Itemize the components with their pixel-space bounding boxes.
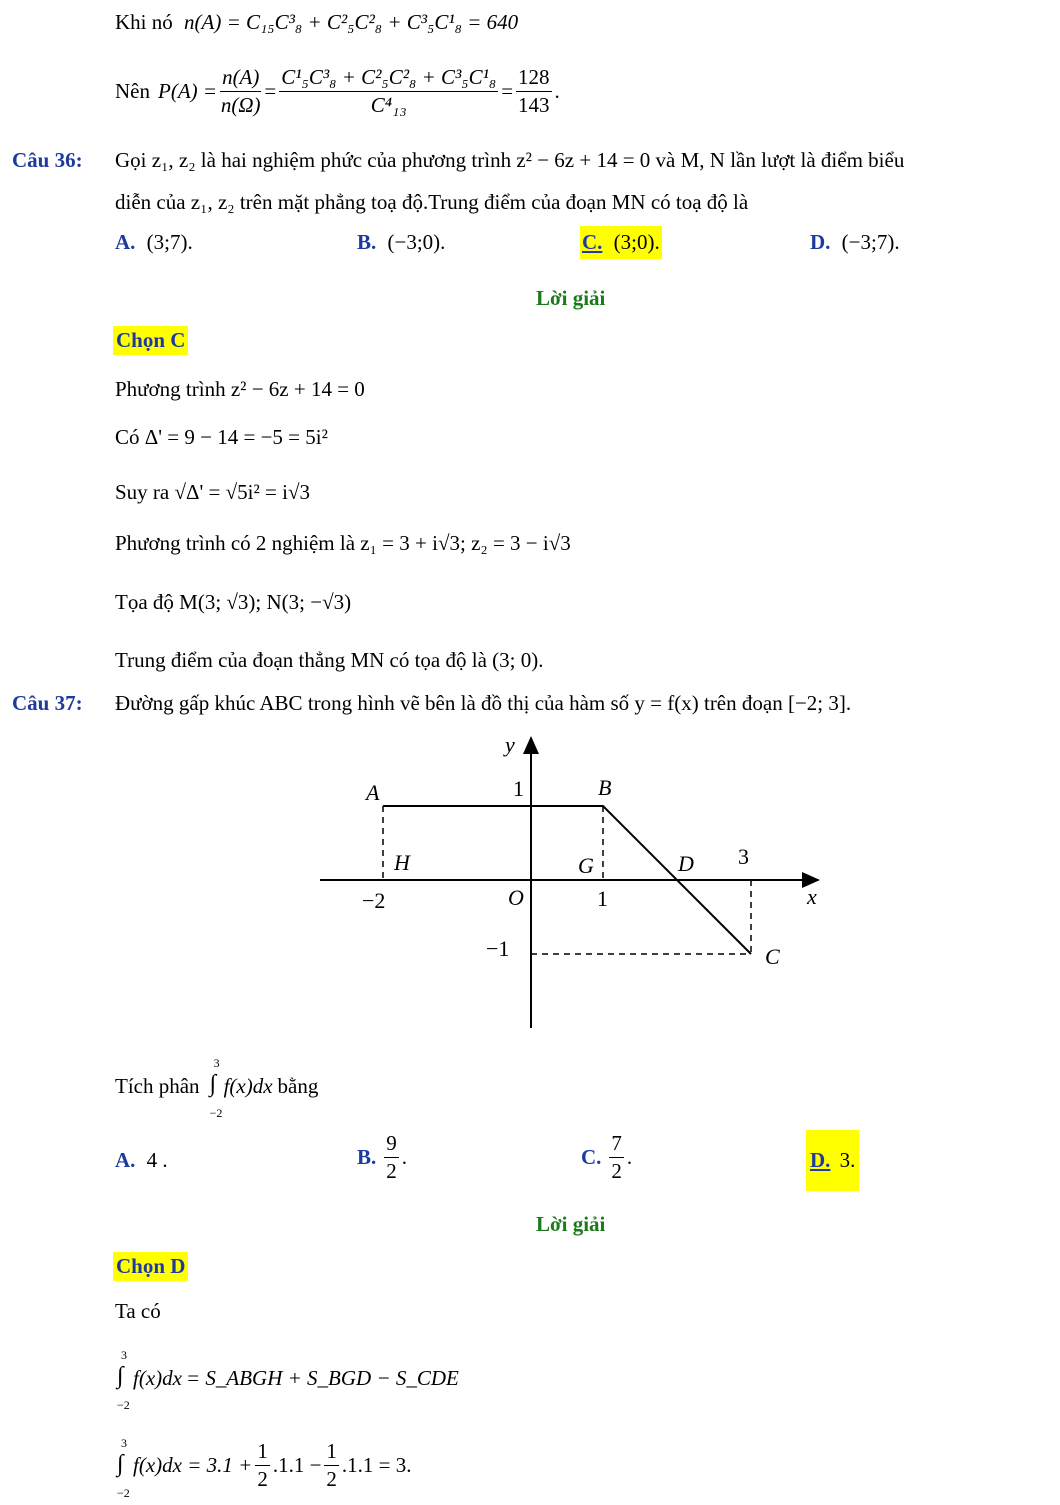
half-fraction xyxy=(324,1440,339,1491)
frac-den: 2 xyxy=(326,1467,337,1492)
q36-option-b xyxy=(357,230,445,255)
point-d-label: D xyxy=(678,851,694,876)
frac-num: 9 xyxy=(384,1132,399,1158)
frac-num: C¹₅C³₈ + C²₅C²₈ + C³₅C¹₈ xyxy=(279,66,498,92)
q36-step-4: Phương trình có 2 nghiệm là z₁ = 3 + i√3; z₂ = 3 − i√3 xyxy=(115,531,571,555)
frac-num: 1 xyxy=(324,1440,339,1466)
integral-body: f(x)dx xyxy=(223,1073,273,1098)
option-fraction xyxy=(384,1132,399,1183)
question-36-label: Câu 36: xyxy=(12,148,83,172)
n-a-formula: n(A) = C₁₅C³₈ + C²₅C²₈ + C³₅C¹₈ = 640 xyxy=(184,10,519,34)
q37-option-d-correct xyxy=(806,1130,859,1191)
bang-label: bằng xyxy=(277,1073,319,1098)
line-p-a: Nên P(A) = $\frac{n(A)}{n(\Omega)}$ = $\frac{\text{C¹₅C³₈ + C²₅C²₈ + C³₅C¹₈}}{\text{C⁴₁₃}}$ = $\frac{128}{143}$ . xyxy=(115,65,560,118)
integral-sign: 3 ∫ −2 xyxy=(209,1056,223,1120)
point-g-label: G xyxy=(578,853,594,878)
half-fraction xyxy=(255,1440,270,1491)
area-sum: = S_ABGH + S_BGD − S_CDE xyxy=(185,1365,459,1390)
option-letter: C. xyxy=(581,1145,602,1170)
tick-minus-2: −2 xyxy=(362,888,386,913)
eq2-part-c: .1.1 = 3. xyxy=(341,1453,412,1478)
point-b-label: B xyxy=(598,775,612,800)
frac-den: 2 xyxy=(611,1159,622,1184)
q36-step-3: Suy ra √Δ' = √5i² = i√3 xyxy=(115,480,311,504)
q37-choice: Chọn D xyxy=(113,1252,188,1281)
option-value: 4 . xyxy=(146,1148,168,1172)
ta-co-label: Ta có xyxy=(115,1299,161,1323)
integral-upper: 3 xyxy=(213,1056,220,1070)
frac-den: 2 xyxy=(257,1467,268,1492)
q36-step-5: Tọa độ M(3; √3); N(3; −√3) xyxy=(115,590,352,614)
p-a-lhs: P(A) = xyxy=(158,79,218,104)
eq2-part-b: .1.1 − xyxy=(272,1453,322,1478)
q36-option-a xyxy=(115,230,193,255)
tick-y-minus-1: −1 xyxy=(486,936,510,961)
point-a-label: A xyxy=(366,780,380,805)
x-axis-label: x xyxy=(807,884,817,909)
frac-den: 143 xyxy=(518,93,550,118)
line-n-a xyxy=(115,10,518,35)
fraction-result xyxy=(516,66,552,117)
option-letter: C. xyxy=(582,230,603,254)
integral-sign: 3 ∫ −2 xyxy=(117,1348,130,1412)
q36-solution-title: Lời giải xyxy=(536,286,606,310)
frac-den: n(Ω) xyxy=(220,93,261,118)
function-graph xyxy=(310,728,830,1033)
option-value: (−3;7). xyxy=(841,230,900,254)
frac-num: 1 xyxy=(255,1440,270,1466)
integral-body: f(x)dx xyxy=(133,1365,182,1390)
q36-choice: Chọn C xyxy=(113,326,188,355)
frac-num: 128 xyxy=(516,66,552,92)
nen-label: Nên xyxy=(115,79,150,104)
question-36-text-line2: diễn của z₁, z₂ trên mặt phẳng toạ độ.Trung điểm của đoạn MN có toạ độ là xyxy=(115,190,749,214)
integral-lower: −2 xyxy=(117,1398,130,1412)
option-value: (3;7). xyxy=(146,230,193,254)
frac-num: 7 xyxy=(609,1132,624,1158)
option-letter: A. xyxy=(115,1148,136,1172)
tich-phan-label: Tích phân xyxy=(115,1073,200,1098)
khi-no-label: Khi nó xyxy=(115,10,173,34)
frac-den: 2 xyxy=(386,1159,397,1184)
integral-lower: −2 xyxy=(117,1485,130,1500)
option-letter: B. xyxy=(357,1145,377,1170)
q36-step-1: Phương trình z² − 6z + 14 = 0 xyxy=(115,377,365,401)
integral-question xyxy=(115,1056,319,1120)
integral-lower: −2 xyxy=(209,1106,223,1120)
option-letter: D. xyxy=(810,230,831,254)
question-37-label: Câu 37: xyxy=(12,691,83,715)
tick-x-1: 1 xyxy=(597,886,608,911)
option-letter: D. xyxy=(810,1148,831,1172)
option-letter: B. xyxy=(357,230,377,254)
point-c-label: C xyxy=(765,944,780,969)
point-h-label: H xyxy=(394,850,410,875)
frac-num: n(A) xyxy=(220,66,261,92)
integral-equation-2 xyxy=(115,1435,412,1500)
option-fraction xyxy=(609,1132,624,1183)
q36-step-6: Trung điểm của đoạn thẳng MN có tọa độ là (3; 0). xyxy=(115,648,544,672)
option-value: 3. xyxy=(839,1148,856,1172)
q37-option-b xyxy=(357,1132,407,1183)
fraction-n-a-over-n-omega xyxy=(220,66,261,117)
y-axis-label: y xyxy=(505,732,515,757)
tick-x-3: 3 xyxy=(738,844,749,869)
option-tail: . xyxy=(626,1145,633,1170)
q37-option-c xyxy=(581,1132,632,1183)
frac-den: C⁴₁₃ xyxy=(370,93,407,118)
q37-option-a xyxy=(115,1148,168,1173)
option-letter: A. xyxy=(115,230,136,254)
integral-equation-1 xyxy=(115,1348,459,1412)
option-value: (3;0). xyxy=(613,230,660,254)
option-tail: . xyxy=(401,1145,408,1170)
integral-upper: 3 xyxy=(121,1435,127,1450)
q36-step-2: Có Δ' = 9 − 14 = −5 = 5i² xyxy=(115,425,328,449)
q37-solution-title: Lời giải xyxy=(536,1212,606,1236)
question-37-text: Đường gấp khúc ABC trong hình vẽ bên là đồ thị của hàm số y = f(x) trên đoạn [−2; 3]. xyxy=(115,691,852,715)
integral-sign: 3 ∫ −2 xyxy=(117,1435,130,1500)
integral-upper: 3 xyxy=(121,1348,127,1362)
question-36-text-line1: Gọi z₁, z₂ là hai nghiệm phức của phương trình z² − 6z + 14 = 0 và M, N lần lượt là điểm biểu xyxy=(115,148,905,172)
eq2-part-a: f(x)dx = 3.1 + xyxy=(133,1453,253,1478)
fraction-combinations xyxy=(279,66,498,117)
option-value: (−3;0). xyxy=(387,230,446,254)
origin-label: O xyxy=(508,885,524,910)
tick-y-1: 1 xyxy=(513,776,524,801)
q36-option-d xyxy=(810,230,900,255)
q36-option-c-correct xyxy=(580,226,662,259)
